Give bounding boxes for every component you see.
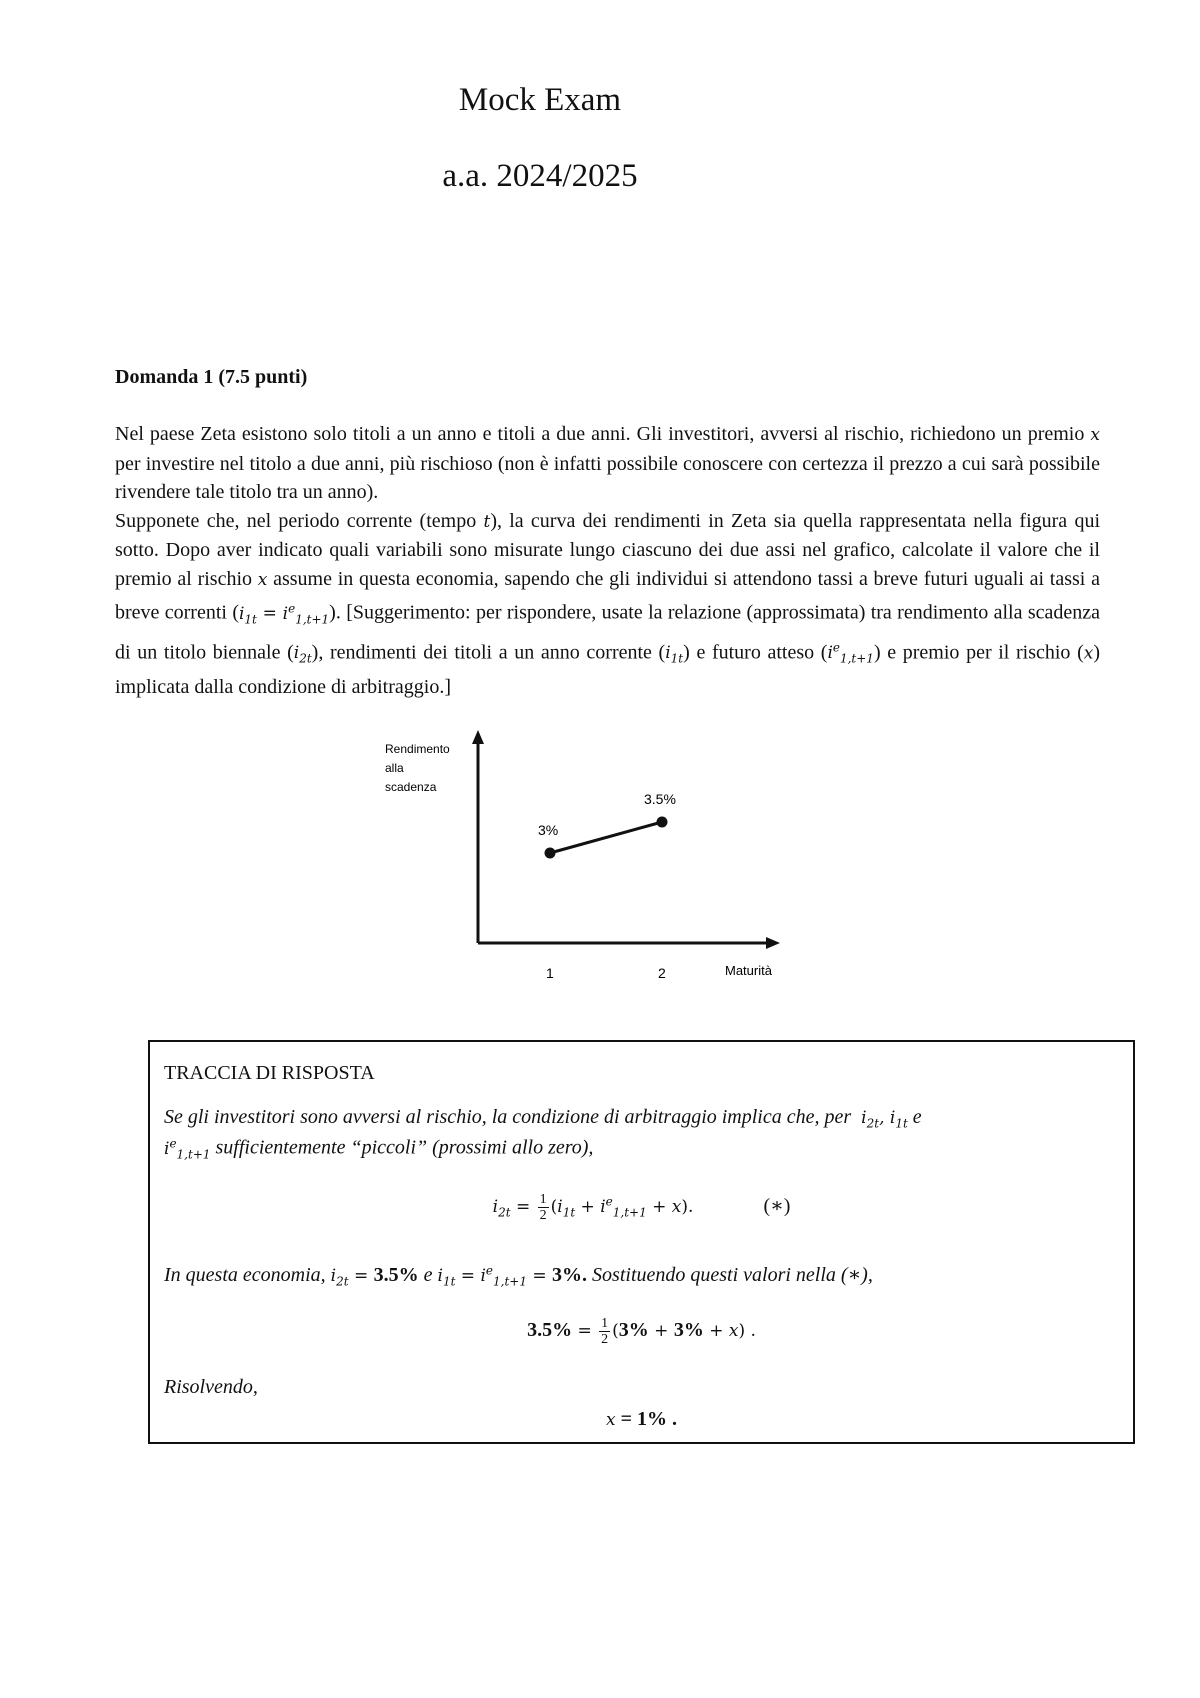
answer-text: Se gli investitori sono avversi al rischio, la condizione di arbitraggio implica che, per	[164, 1106, 852, 1128]
question-text: ). [Suggerimento: per rispondere, usate la relazione (approssimata) tra rendimento alla scadenza di un titolo biennale (	[115, 601, 1100, 664]
question-title: Domanda 1 (7.5 punti)	[115, 366, 308, 388]
data-label: 3%	[538, 822, 559, 838]
question-paragraph-1: Nel paese Zeta esistono solo titoli a un anno e titoli a due anni. Gli investitori, avversi al rischio, richiedono un premio x per investire nel titolo a due anni, più rischioso (non è infatti possibile conoscere con certezza il prezzo a cui sarà possibile rivendere tale titolo tra un anno).	[115, 423, 1100, 503]
answer-line-2: In questa economia, $i_{2t} = 3.5\%$ e $i_{1t} = i^e_{1,t+1} = 3\%$. Sostituendo questi valori nella (∗),	[164, 1263, 873, 1289]
x-tick-label: 2	[658, 965, 666, 981]
y-axis-label-line: scadenza	[385, 780, 437, 794]
answer-intro-line-2: $i^e_{1,t+1}$ sufficientemente “piccoli” (prossimi allo zero),	[164, 1136, 594, 1162]
substitution-equation: 3.5% = $\frac{1}{2}$ (3% + 3% + x) .	[527, 1316, 756, 1347]
y-axis-label-line: alla	[385, 761, 404, 775]
result-equation: x = 1% .	[606, 1408, 677, 1430]
data-label: 3.5%	[644, 791, 676, 807]
result-value: = 1% .	[620, 1408, 677, 1430]
question-text: ), rendimenti dei titoli a un anno corrente (	[311, 641, 666, 664]
yield-curve-chart	[370, 728, 790, 998]
answer-text: In questa economia,	[164, 1264, 326, 1286]
x-axis-label: Maturità	[725, 963, 772, 978]
answer-box	[148, 1040, 1135, 1444]
x-tick-label: 1	[546, 965, 554, 981]
question-text: ) implicata dalla condizione di arbitraggio.]	[115, 641, 1100, 699]
equation-tag: (∗)	[763, 1195, 791, 1218]
data-point	[545, 848, 556, 859]
question-text: ) e futuro atteso (	[683, 641, 828, 664]
question-text: ), la curva dei rendimenti in Zeta sia quella rappresentata nella figura qui sotto. Dopo aver indicato quali variabili sono misurate lungo ciascuno dei due assi nel grafico, calcolate il valore che il premio al rischio	[115, 509, 1101, 590]
question-text: Nel paese Zeta esistono solo titoli a un anno e titoli a due anni. Gli investitori, avversi al rischio, richiedono un premio	[115, 423, 1091, 445]
arbitrage-equation: $i_{2t}$ = $\frac{1}{2}$ $(i_{1t} + i^e_{1,t+1} + x)$. (∗)	[492, 1192, 791, 1223]
document-title: Mock Exam	[458, 82, 622, 118]
data-point	[657, 817, 668, 828]
question-paragraph-2: Supponete che, nel periodo corrente (tempo t), la curva dei rendimenti in Zeta sia quella rappresentata nella figura qui sotto. Dopo aver indicato quali variabili sono misurate lungo ciascuno dei due assi nel grafico, calcolate il valore che il premio al rischio x assume in questa economia, sapendo che gli individui si attendono tassi a breve futuri uguali ai tassi a breve correnti $(i_{1t} = i^e_{1,t+1})$. [Suggerimento: per rispondere, usate la relazione (approssimata) tra rendimento alla scadenza di un titolo biennale $(i_{2t})$, rendimenti dei titoli a un anno corrente $(i_{1t})$ e futuro atteso $(i^e_{1,t+1})$ e premio per il rischio (x) implicata dalla condizione di arbitraggio.]	[115, 509, 1101, 699]
answer-intro-line-1: Se gli investitori sono avversi al rischio, la condizione di arbitraggio implica che, per $i_{2t}$, $i_{1t}$ e	[164, 1106, 922, 1131]
question-text: Supponete che, nel periodo corrente (tempo	[115, 509, 484, 532]
answer-text: sufficientemente “piccoli” (prossimi allo zero),	[215, 1136, 594, 1159]
yield-curve-line	[550, 822, 662, 853]
y-axis-arrow	[472, 730, 484, 744]
question-text: per investire nel titolo a due anni, più rischioso (non è infatti possibile conoscere con certezza il prezzo a cui sarà possibile rivendere tale titolo tra un anno).	[115, 452, 1100, 503]
answer-text: Sostituendo questi valori nella (∗),	[592, 1264, 873, 1286]
question-body	[115, 420, 1100, 702]
academic-year: a.a. 2024/2025	[442, 158, 638, 194]
resolve-label: Risolvendo,	[164, 1376, 258, 1398]
question-text: assume in questa economia, sapendo che gli individui si attendono tassi a breve futuri uguali ai tassi a breve correnti (	[115, 567, 1100, 624]
question-text: ) e premio per il rischio (	[873, 641, 1084, 664]
x-axis-arrow	[766, 937, 780, 949]
answer-title: TRACCIA DI RISPOSTA	[164, 1062, 375, 1084]
y-axis-label-line: Rendimento	[385, 742, 450, 756]
